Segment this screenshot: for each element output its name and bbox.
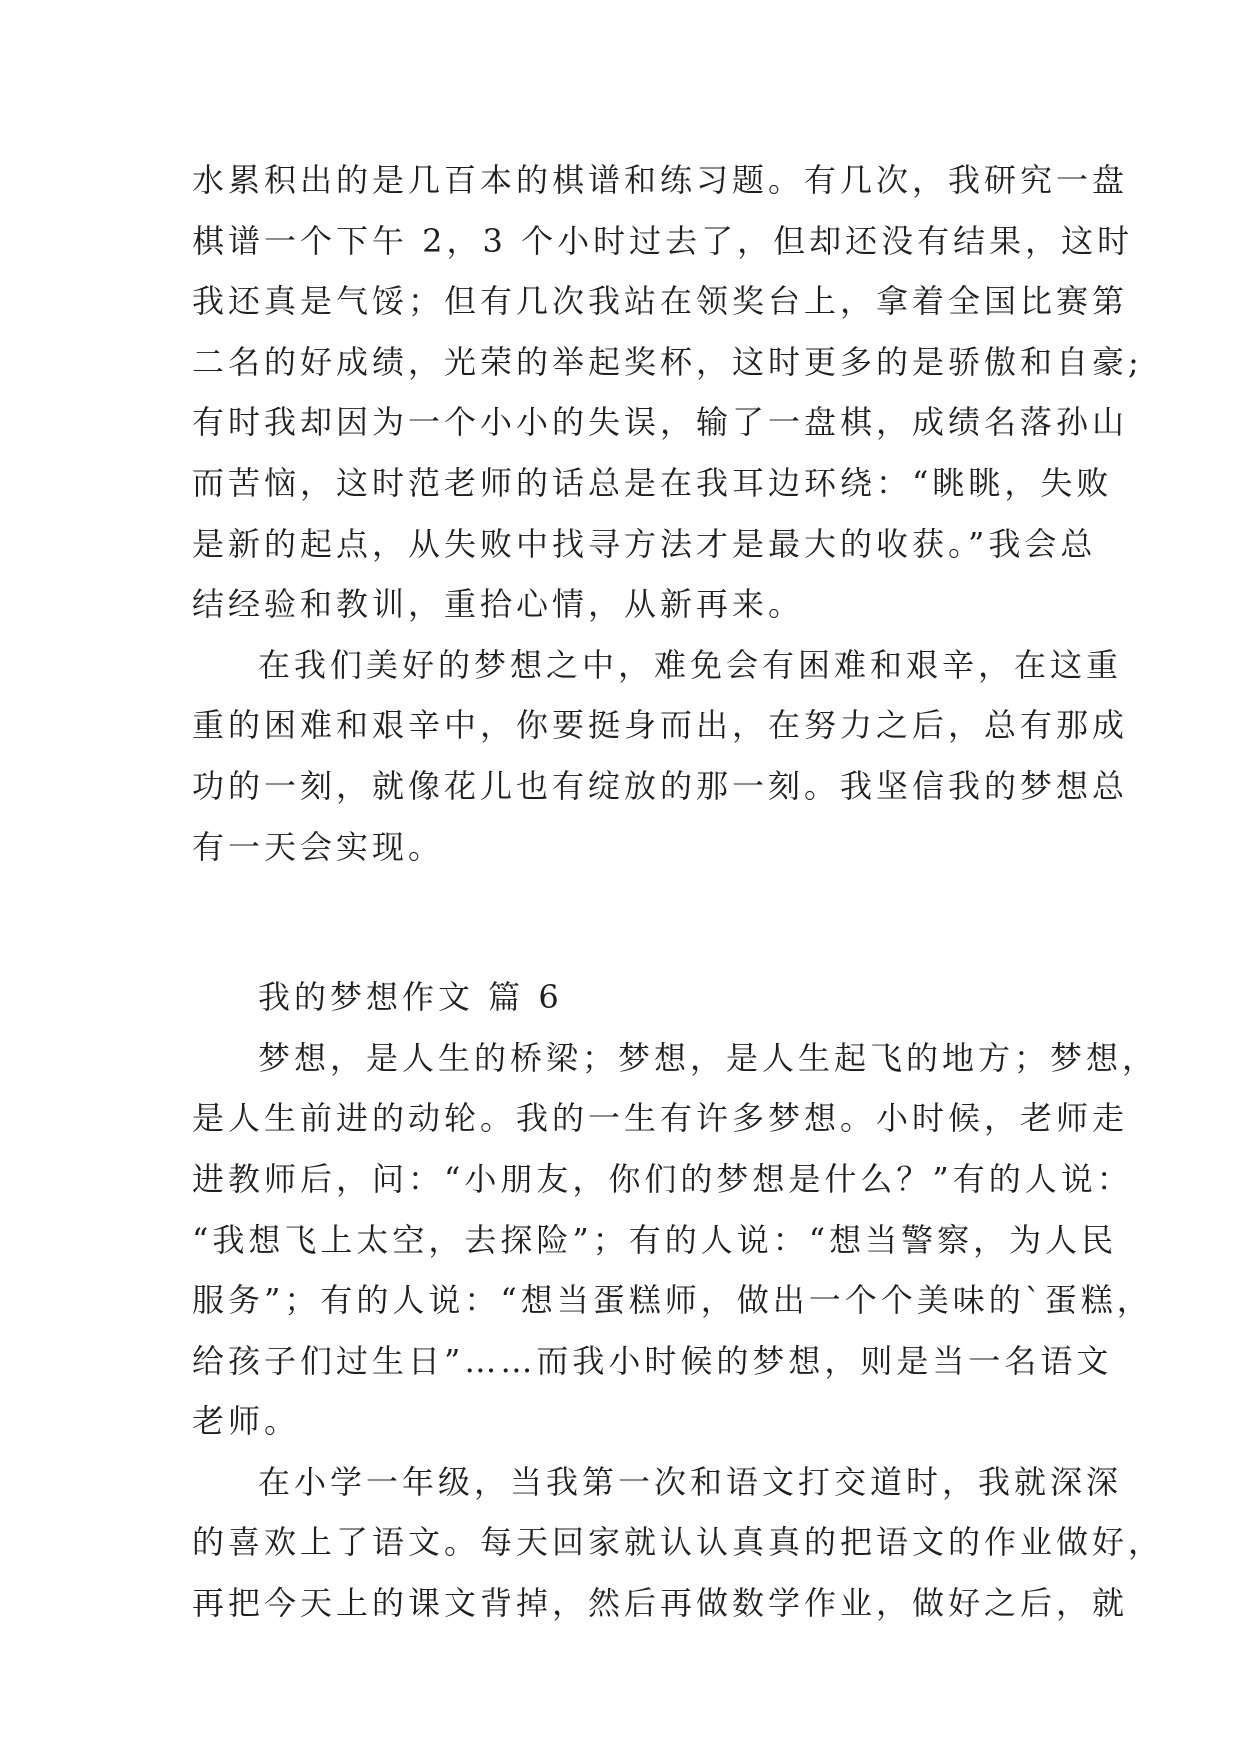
section-spacer	[192, 877, 1072, 967]
paragraph-line: 有时我却因为一个小小的失误，输了一盘棋，成绩名落孙山	[192, 403, 1129, 442]
paragraph-line: 在小学一年级，当我第一次和语文打交道时，我就深深	[258, 1462, 1123, 1501]
paragraph-line: 功的一刻，就像花儿也有绽放的那一刻。我坚信我的梦想总	[192, 766, 1129, 805]
paragraph-dream	[192, 1028, 1159, 1452]
paragraph-line: 是人生前进的动轮。我的一生有许多梦想。小时候，老师走	[192, 1099, 1129, 1138]
paragraph-line: 老师。	[192, 1402, 301, 1441]
paragraph-line: 服务”；有的人说：“想当蛋糕师，做出一个个美味的`蛋糕，	[192, 1281, 1153, 1320]
paragraph-school	[192, 1452, 1165, 1634]
paragraph-line: 棋谱一个下午 2，3 个小时过去了，但却还没有结果，这时	[192, 221, 1134, 260]
paragraph-line: 进教师后，问：“小朋友，你们的梦想是什么？”有的人说：	[192, 1159, 1133, 1198]
paragraph-line: 在我们美好的梦想之中，难免会有困难和艰辛，在这重	[258, 645, 1123, 684]
paragraph-line: 有一天会实现。	[192, 827, 445, 866]
paragraph-line: 给孩子们过生日”……而我小时候的梦想，则是当一名语文	[192, 1341, 1113, 1380]
paragraph-line: 我还真是气馁；但有几次我站在领奖台上，拿着全国比赛第	[192, 282, 1129, 321]
paragraph-line: 的喜欢上了语文。每天回家就认认真真的把语文的作业做好，	[192, 1523, 1165, 1562]
paragraph-line: 再把今天上的课文背掉，然后再做数学作业，做好之后，就	[192, 1584, 1129, 1623]
section-title: 我的梦想作文 篇 6	[258, 978, 563, 1017]
paragraph-line: 是新的起点，从失败中找寻方法才是最大的收获。”我会总	[192, 524, 1097, 563]
paragraph-line: 结经验和教训，重拾心情，从新再来。	[192, 585, 805, 624]
document-body	[192, 150, 1165, 1634]
paragraph-line: 而苦恼，这时范老师的话总是在我耳边环绕：“眺眺，失败	[192, 463, 1113, 502]
paragraph-line: 梦想，是人生的桥梁；梦想，是人生起飞的地方；梦想，	[258, 1038, 1159, 1077]
paragraph-line: 重的困难和艰辛中，你要挺身而出，在努力之后，总有那成	[192, 706, 1129, 745]
paragraph-line: “我想飞上太空，去探险”；有的人说：“想当警察，为人民	[192, 1220, 1118, 1259]
paragraph-conclusion	[192, 635, 1129, 877]
paragraph-previous	[192, 150, 1143, 635]
paragraph-line: 水累积出的是几百本的棋谱和练习题。有几次，我研究一盘	[192, 161, 1129, 199]
paragraph-line: 二名的好成绩，光荣的举起奖杯，这时更多的是骄傲和自豪;	[192, 342, 1143, 381]
